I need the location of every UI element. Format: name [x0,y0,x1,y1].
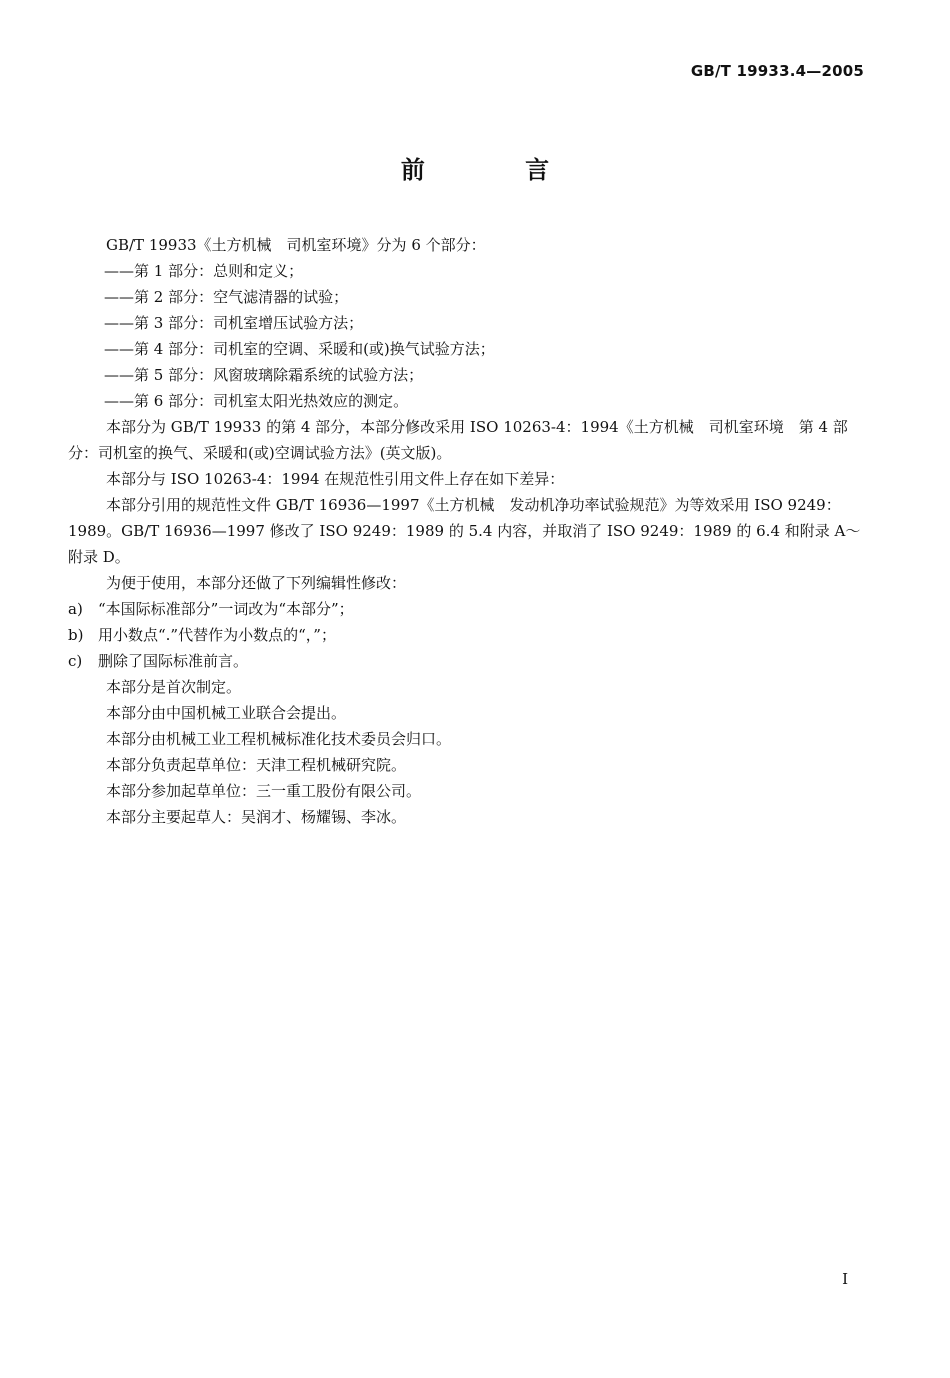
enum-text: 删除了国际标准前言。 [98,652,249,670]
editorial-intro-paragraph: 为便于使用，本部分还做了下列编辑性修改： [106,574,407,592]
adoption-paragraph: 本部分为 GB/T 19933 的第 4 部分，本部分修改采用 ISO 10263-4：1994《土方机械 司机室环境 第 4 部分：司机室的换气、采暖和(或)空调试验方法》(英文版)。 [68,418,848,462]
part-list-item: ——第 5 部分：风窗玻璃除霜系统的试验方法； [104,366,424,384]
closing-paragraph: 本部分由中国机械工业联合会提出。 [106,704,347,722]
enum-text: 用小数点“.”代替作为小数点的“，”； [98,626,336,644]
enum-label: a) [68,600,83,618]
closing-paragraph: 本部分参加起草单位：三一重工股份有限公司。 [106,782,422,800]
document-body [68,232,870,830]
part-list-item: ——第 4 部分：司机室的空调、采暖和(或)换气试验方法； [104,340,495,358]
part-list-item: ——第 3 部分：司机室增压试验方法； [104,314,364,332]
difference-intro-paragraph: 本部分与 ISO 10263-4：1994 在规范性引用文件上存在如下差异： [106,470,565,488]
enum-label: c) [68,652,83,670]
part-list-item: ——第 2 部分：空气滤清器的试验； [104,288,349,306]
page-title: 前 言 [400,156,596,184]
closing-paragraph: 本部分主要起草人：吴润才、杨耀锡、李冰。 [106,808,407,826]
editorial-change-item [68,596,870,622]
editorial-change-item [68,648,870,674]
closing-paragraph: 本部分由机械工业工程机械标准化技术委员会归口。 [106,730,452,748]
page-number: I [842,1270,848,1288]
editorial-change-item [68,622,870,648]
intro-paragraph: GB/T 19933《土方机械 司机室环境》分为 6 个部分： [106,236,486,254]
document-code: GB/T 19933.4—2005 [690,62,864,80]
closing-paragraph: 本部分负责起草单位：天津工程机械研究院。 [106,756,407,774]
enum-label: b) [68,626,84,644]
part-list-item: ——第 1 部分：总则和定义； [104,262,304,280]
difference-detail-paragraph: 本部分引用的规范性文件 GB/T 16936—1997《土方机械 发动机净功率试验规范》为等效采用 ISO 9249：1989。GB/T 16936—1997 修改了 ISO 9249：1989 的 5.4 内容，并取消了 ISO 9249：1989 的 6.4 和附录 A～附录 D。 [68,496,861,566]
closing-paragraph: 本部分是首次制定。 [106,678,242,696]
enum-text: “本国际标准部分”一词改为“本部分”； [98,600,354,618]
part-list-item: ——第 6 部分：司机室太阳光热效应的测定。 [104,392,409,410]
